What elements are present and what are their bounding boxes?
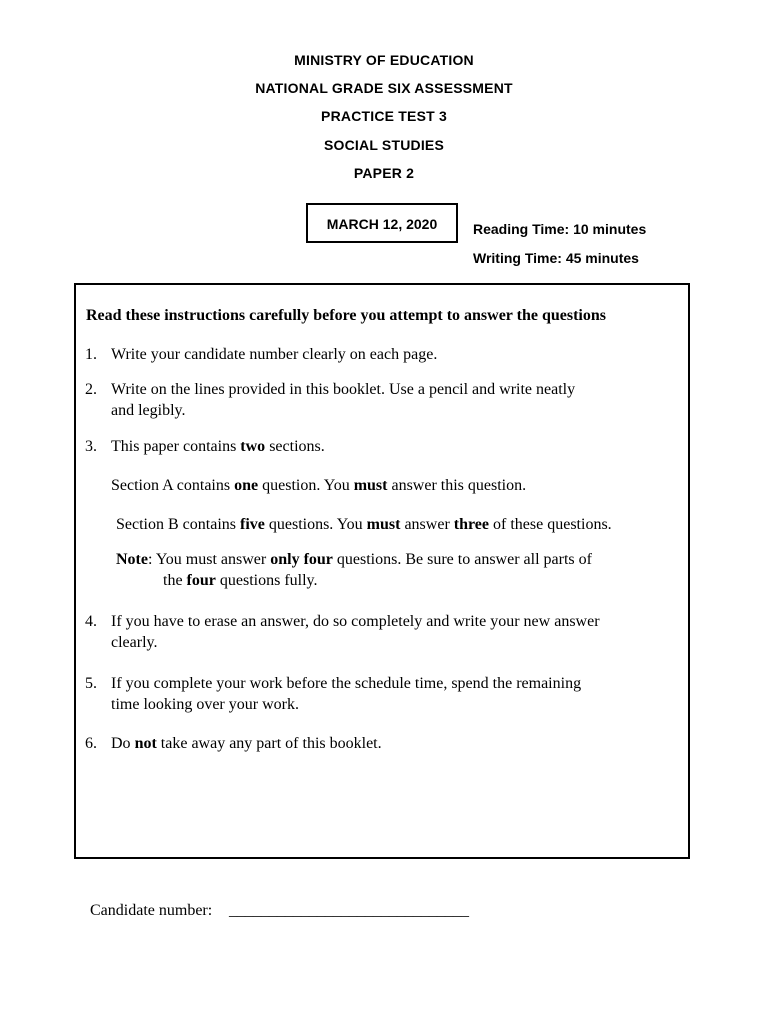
- note-line2: the four questions fully.: [163, 572, 318, 589]
- instruction-3: This paper contains two sections.: [111, 438, 325, 455]
- item-number: 3.: [85, 438, 97, 455]
- writing-time: Writing Time: 45 minutes: [473, 250, 639, 266]
- assessment-title: NATIONAL GRADE SIX ASSESSMENT: [255, 80, 513, 96]
- instruction-1: Write your candidate number clearly on each page.: [111, 346, 438, 363]
- exam-date: MARCH 12, 2020: [326, 216, 438, 232]
- instructions-heading: Read these instructions carefully before you attempt to answer the questions: [86, 307, 606, 324]
- section-a-note: Section A contains one question. You must answer this question.: [111, 477, 527, 494]
- note-line1: Note: You must answer only four questions. Be sure to answer all parts of: [116, 551, 592, 568]
- instruction-2-line1: Write on the lines provided in this booklet. Use a pencil and write neatly: [111, 381, 576, 398]
- instruction-4-line1: If you have to erase an answer, do so completely and write your new answer: [111, 613, 600, 630]
- candidate-number-label: Candidate number:: [90, 902, 213, 919]
- paper-title: PAPER 2: [353, 165, 415, 181]
- instruction-2-line2: and legibly.: [111, 402, 186, 419]
- instructions-box: [74, 283, 690, 859]
- instruction-5-line1: If you complete your work before the schedule time, spend the remaining: [111, 675, 582, 692]
- item-number: 4.: [85, 613, 97, 630]
- section-b-note: Section B contains five questions. You must answer three of these questions.: [116, 516, 612, 533]
- instruction-5-line2: time looking over your work.: [111, 696, 299, 713]
- ministry-title: MINISTRY OF EDUCATION: [294, 52, 474, 68]
- subject-title: SOCIAL STUDIES: [323, 137, 444, 153]
- item-number: 6.: [85, 735, 97, 752]
- item-number: 1.: [85, 346, 97, 363]
- instruction-4-line2: clearly.: [111, 634, 158, 651]
- item-number: 5.: [85, 675, 97, 692]
- item-number: 2.: [85, 381, 97, 398]
- reading-time: Reading Time: 10 minutes: [473, 221, 647, 237]
- candidate-number-field[interactable]: ______________________________: [229, 902, 469, 919]
- instruction-6: Do not take away any part of this booklet.: [111, 735, 382, 752]
- test-title: PRACTICE TEST 3: [321, 108, 447, 124]
- exam-date-box: [306, 203, 458, 243]
